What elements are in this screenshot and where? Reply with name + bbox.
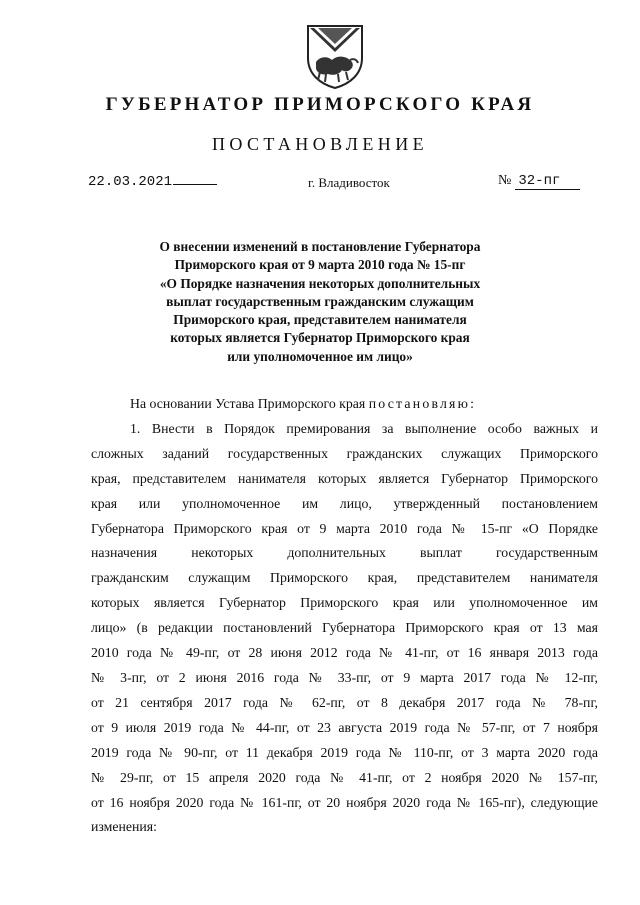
item1-line: лицо» (в редакции постановлений Губернатора Приморского края от 13 мая: [91, 620, 598, 636]
basis-paragraph: [91, 392, 598, 417]
org-title: ГУБЕРНАТОР ПРИМОРСКОГО КРАЯ: [105, 94, 535, 115]
heading-line: выплат государственным гражданским служащим: [166, 293, 474, 309]
item1-line: № 29-пг, от 15 апреля 2020 года № 41-пг, от 2 ноября 2020 № 157-пг,: [91, 769, 598, 785]
number-sign: №: [498, 173, 512, 188]
basis-resolution-word: постановляю: [368, 396, 471, 411]
number-value: 32-пг: [515, 173, 580, 190]
heading-line: которых является Губернатор Приморского края: [170, 330, 470, 346]
date-underline: [173, 172, 217, 185]
item1-line: сложных заданий государственных гражданских служащих Приморского: [91, 445, 598, 461]
date-value: 22.03.2021: [88, 174, 173, 190]
item1-line: от 16 ноября 2020 года № 161-пг, от 20 ноября 2020 года № 165-пг), следующие: [91, 794, 598, 810]
heading-line: или уполномоченное им лицо»: [227, 348, 413, 364]
item1-line: гражданским служащим Приморского края, представителем нанимателя: [91, 570, 598, 586]
item1-line: от 21 сентября 2017 года № 62-пг, от 8 декабря 2017 года № 78-пг,: [91, 694, 598, 710]
document-city: г. Владивосток: [308, 175, 390, 190]
item1-line: изменения:: [91, 819, 157, 835]
basis-suffix: :: [470, 396, 474, 411]
document-type: ПОСТАНОВЛЕНИЕ: [211, 134, 429, 154]
document-body: [91, 392, 598, 840]
item1-line: № 3-пг, от 2 июня 2016 года № 33-пг, от 9 марта 2017 года № 12-пг,: [91, 669, 598, 685]
heading-line: «О Порядке назначения некоторых дополнительных: [159, 275, 481, 291]
item1-line: Губернатора Приморского края от 9 марта 2010 года № 15-пг «О Порядке: [91, 520, 598, 536]
heading-line: Приморского края, представителем нанимателя: [173, 312, 467, 328]
document-heading: [60, 238, 580, 366]
heading-line: О внесении изменений в постановление Губернатора: [159, 239, 481, 254]
item1-line: назначения некоторых дополнительных выплат государственным: [91, 545, 598, 561]
document-number: [498, 173, 580, 190]
item1-line: края или уполномоченное им лицо, утвержденный постановлением: [91, 495, 598, 511]
heading-line: Приморского края от 9 марта 2010 года № 15-пг: [174, 257, 466, 273]
item1-line: которых является Губернатор Приморского края или уполномоченное им: [91, 595, 598, 611]
coat-of-arms-icon: [304, 22, 366, 90]
item1-line: 2010 года № 49-пг, от 28 июня 2012 года № 41-пг, от 16 января 2013 года: [91, 645, 598, 661]
item1-line: 1. Внести в Порядок премирования за выполнение особо важных и: [130, 420, 598, 436]
item1-line: от 9 июля 2019 года № 44-пг, от 23 августа 2019 года № 57-пг, от 7 ноября: [91, 719, 598, 735]
item1-line: 2019 года № 90-пг, от 11 декабря 2019 года № 110-пг, от 3 марта 2020 года: [91, 744, 598, 760]
document-date: [88, 172, 217, 190]
item1-line: края, представителем нанимателя которых является Губернатор Приморского: [91, 470, 598, 486]
basis-prefix: На основании Устава Приморского края: [130, 396, 369, 411]
